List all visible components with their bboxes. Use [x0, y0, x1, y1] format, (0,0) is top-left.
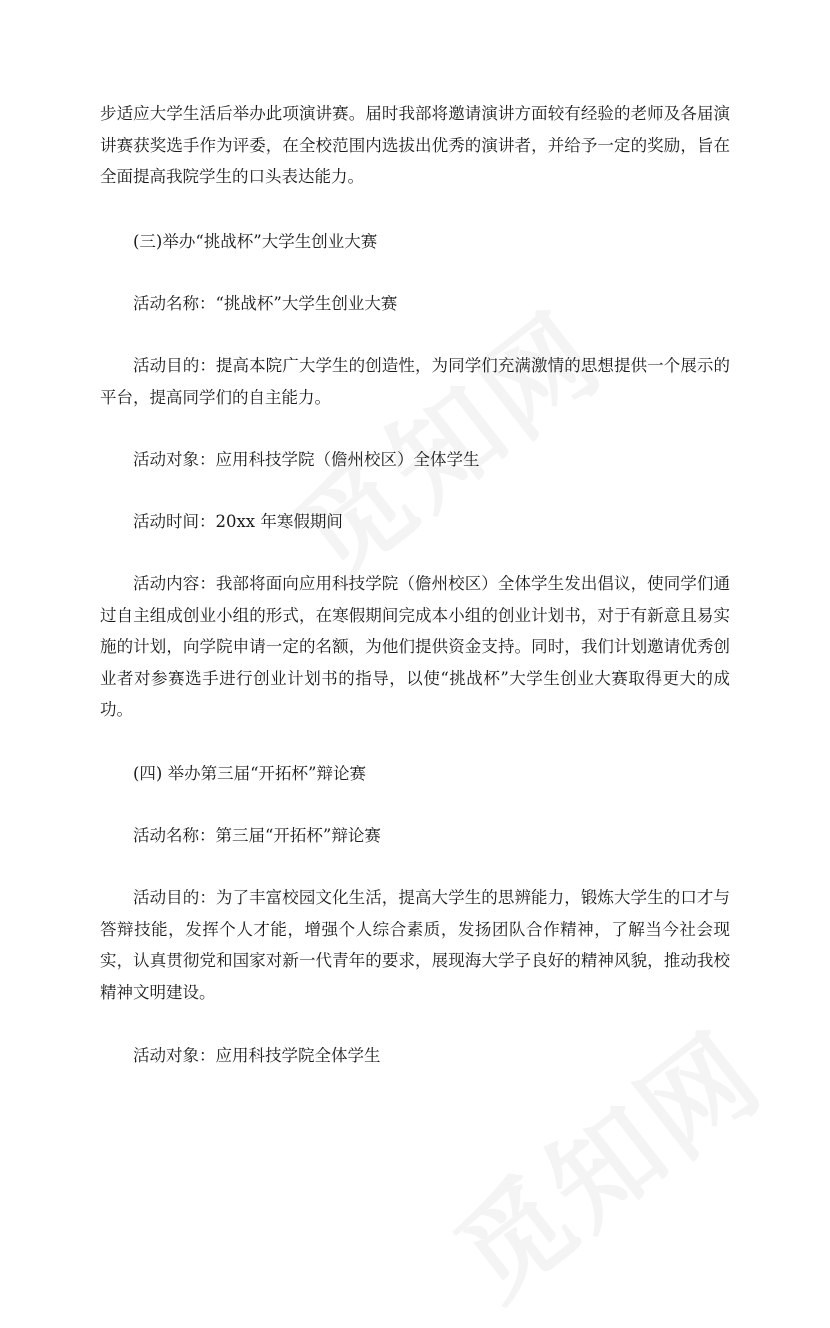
activity-time: 活动时间：20xx 年寒假期间	[133, 512, 343, 531]
watermark	[258, 270, 630, 609]
activity-purpose: 活动目的：为了丰富校园文化生活，提高大学生的思辨能力，锻炼大学生的口才与答辩技能，发挥个人才能，增强个人综合素质，发扬团队合作精神，了解当今社会现实，认真贯彻党和国家对新一代青年的要求，展现海大学子良好的精神风貌，推动我校精神文明建设。	[100, 888, 730, 1002]
activity-name: 活动名称：第三届“开拓杯”辩论赛	[133, 826, 381, 845]
section-heading: (四) 举办第三届“开拓杯”辩论赛	[133, 764, 366, 783]
body-paragraph: 步适应大学生活后举办此项演讲赛。届时我部将邀请演讲方面较有经验的老师及各届演讲赛获奖选手作为评委，在全校范围内选拔出优秀的演讲者，并给予一定的奖励，旨在全面提高我院学生的口头表达能力。	[100, 104, 730, 186]
activity-audience: 活动对象：应用科技学院全体学生	[133, 1046, 381, 1065]
section-heading: (三)举办“挑战杯”大学生创业大赛	[133, 232, 378, 251]
activity-purpose: 活动目的：提高本院广大学生的创造性，为同学们充满激情的思想提供一个展示的平台，提高同学们的自主能力。	[100, 356, 730, 407]
activity-content: 活动内容：我部将面向应用科技学院（儋州校区）全体学生发出倡议，使同学们通过自主组成创业小组的形式，在寒假期间完成本小组的创业计划书，对于有新意且易实施的计划，向学院申请一定的名额，为他们提供资金支持。同时，我们计划邀请优秀创业者对参赛选手进行创业计划书的指导，以使“挑战杯”大学生创业大赛取得更大的成功。	[100, 574, 730, 719]
activity-name: 活动名称：“挑战杯”大学生创业大赛	[133, 294, 398, 313]
activity-audience: 活动对象：应用科技学院（儋州校区）全体学生	[133, 450, 480, 469]
